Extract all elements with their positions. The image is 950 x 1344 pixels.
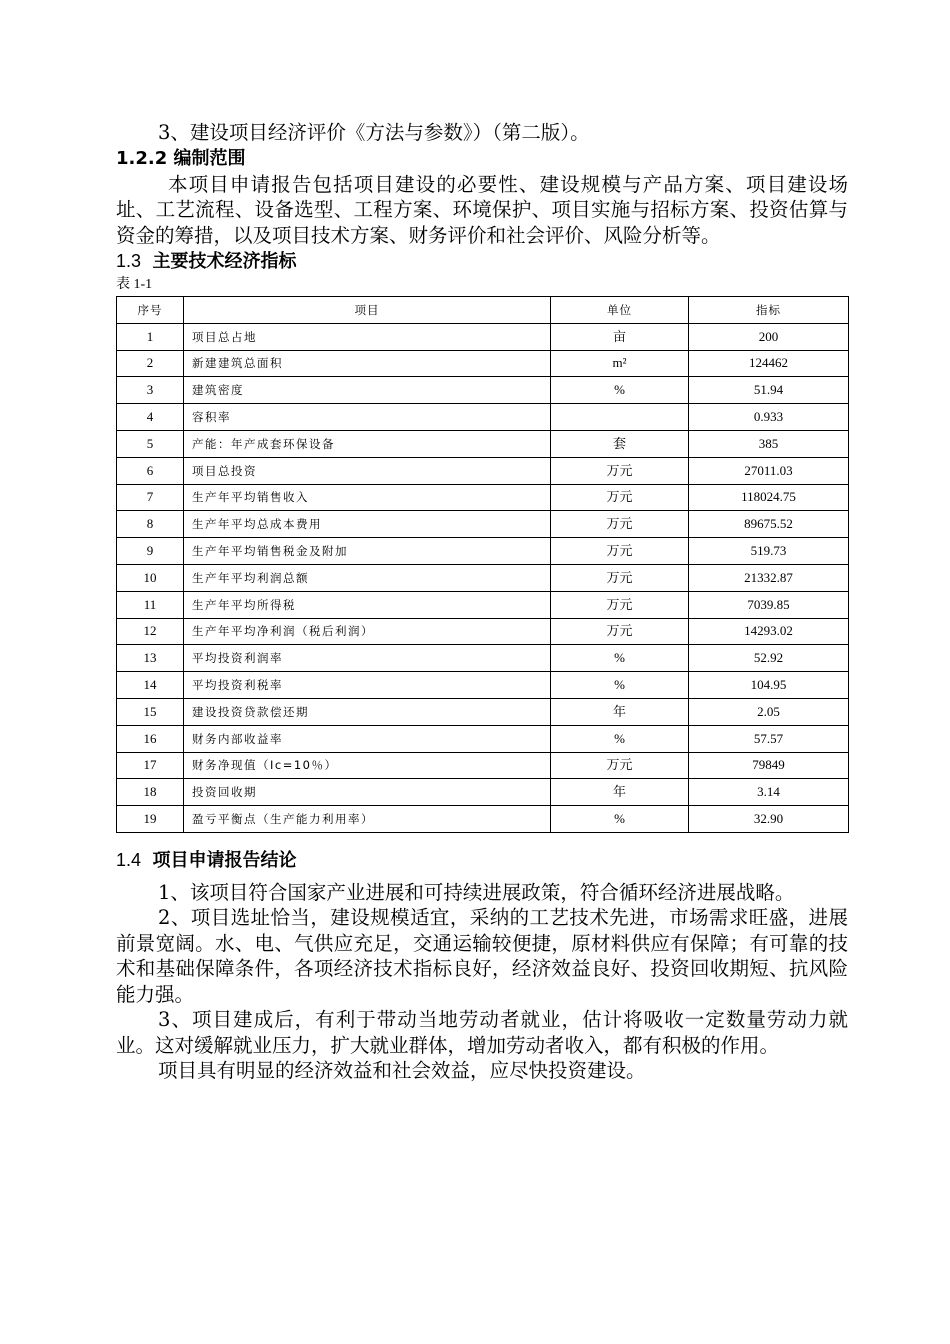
unit-cell: 万元 xyxy=(551,591,689,618)
value-cell: 385 xyxy=(689,430,849,457)
value-cell: 7039.85 xyxy=(689,591,849,618)
conclusion-paragraph: 2、项目选址恰当，建设规模适宜，采纳的工艺技术先进，市场需求旺盛，进展前景宽阔。水、电、气供应充足，交通运输较便捷，原材料供应有保障；有可靠的技术和基础保障条件，各项经济技术指标良好，经济效益良好、投资回收期短、抗风险能力强。 xyxy=(116,906,848,1006)
section-heading-1-4 xyxy=(116,847,848,874)
table-row xyxy=(117,779,849,806)
row-number-cell: 9 xyxy=(117,538,184,565)
unit-cell: 万元 xyxy=(551,538,689,565)
section-heading-1-3 xyxy=(116,248,848,275)
row-number-cell: 16 xyxy=(117,725,184,752)
table-row xyxy=(117,806,849,833)
unit-cell: % xyxy=(551,377,689,404)
value-cell: 89675.52 xyxy=(689,511,849,538)
row-number-cell: 14 xyxy=(117,672,184,699)
section-number: 1.3 xyxy=(116,251,142,271)
row-number-cell: 15 xyxy=(117,698,184,725)
row-number-cell: 10 xyxy=(117,564,184,591)
section-number: 1.4 xyxy=(116,849,142,870)
row-number-cell: 7 xyxy=(117,484,184,511)
unit-cell: % xyxy=(551,806,689,833)
item-name-cell: 建筑密度 xyxy=(184,377,551,404)
row-number-cell: 19 xyxy=(117,806,184,833)
row-number-cell: 2 xyxy=(117,350,184,377)
value-cell: 51.94 xyxy=(689,377,849,404)
row-number-cell: 13 xyxy=(117,645,184,672)
row-number-cell: 3 xyxy=(117,377,184,404)
table-row xyxy=(117,752,849,779)
unit-cell: 万元 xyxy=(551,511,689,538)
table-row xyxy=(117,350,849,377)
unit-cell: 年 xyxy=(551,698,689,725)
table-row xyxy=(117,377,849,404)
conclusion-paragraph: 3、项目建成后，有利于带动当地劳动者就业，估计将吸收一定数量劳动力就业。这对缓解就业压力，扩大就业群体，增加劳动者收入，都有积极的作用。 xyxy=(116,1008,848,1057)
value-cell: 2.05 xyxy=(689,698,849,725)
item-name-cell: 生产年平均销售收入 xyxy=(184,484,551,511)
row-number-cell: 17 xyxy=(117,752,184,779)
value-cell: 3.14 xyxy=(689,779,849,806)
item-name-cell: 生产年平均净利润（税后利润） xyxy=(184,618,551,645)
value-cell: 27011.03 xyxy=(689,457,849,484)
table-row xyxy=(117,511,849,538)
table-row xyxy=(117,725,849,752)
row-number-cell: 5 xyxy=(117,430,184,457)
conclusion-paragraph: 项目具有明显的经济效益和社会效益，应尽快投资建设。 xyxy=(158,1059,646,1083)
row-number-cell: 18 xyxy=(117,779,184,806)
reference-item: 3、建设项目经济评价《方法与参数》）（第二版）。 xyxy=(158,121,590,144)
item-name-cell: 项目总投资 xyxy=(184,457,551,484)
table-row xyxy=(117,404,849,431)
unit-cell: 万元 xyxy=(551,618,689,645)
row-number-cell: 4 xyxy=(117,404,184,431)
table-row xyxy=(117,430,849,457)
item-name-cell: 生产年平均销售税金及附加 xyxy=(184,538,551,565)
value-cell: 104.95 xyxy=(689,672,849,699)
table-row xyxy=(117,672,849,699)
unit-cell: 亩 xyxy=(551,323,689,350)
value-cell: 52.92 xyxy=(689,645,849,672)
item-name-cell: 生产年平均总成本费用 xyxy=(184,511,551,538)
row-number-cell: 6 xyxy=(117,457,184,484)
header-cell: 指标 xyxy=(689,297,849,324)
section-title: 项目申请报告结论 xyxy=(152,849,297,871)
value-cell: 32.90 xyxy=(689,806,849,833)
header-cell: 单位 xyxy=(551,297,689,324)
unit-cell: m² xyxy=(551,350,689,377)
row-number-cell: 8 xyxy=(117,511,184,538)
unit-cell: 万元 xyxy=(551,564,689,591)
document-page xyxy=(116,120,848,1084)
conclusion-paragraph: 1、该项目符合国家产业进展和可持续进展政策，符合循环经济进展战略。 xyxy=(158,880,795,904)
value-cell: 21332.87 xyxy=(689,564,849,591)
value-cell: 57.57 xyxy=(689,725,849,752)
unit-cell: 万元 xyxy=(551,457,689,484)
section-title: 主要技术经济指标 xyxy=(152,251,297,272)
unit-cell: 年 xyxy=(551,779,689,806)
scope-paragraph: 本项目申请报告包括项目建设的必要性、建设规模与产品方案、项目建设场址、工艺流程、设备选型、工程方案、环境保护、项目实施与招标方案、投资估算与资金的筹措，以及项目技术方案、财务评价和社会评价、风险分析等。 xyxy=(116,172,848,247)
row-number-cell: 1 xyxy=(117,323,184,350)
unit-cell: 套 xyxy=(551,430,689,457)
table-row xyxy=(117,698,849,725)
unit-cell: % xyxy=(551,672,689,699)
value-cell: 0.933 xyxy=(689,404,849,431)
header-cell: 项目 xyxy=(184,297,551,324)
item-name-cell: 平均投资利税率 xyxy=(184,672,551,699)
item-name-cell: 财务内部收益率 xyxy=(184,725,551,752)
item-name-cell: 生产年平均利润总额 xyxy=(184,564,551,591)
unit-cell xyxy=(551,404,689,431)
unit-cell: % xyxy=(551,645,689,672)
value-cell: 519.73 xyxy=(689,538,849,565)
item-name-cell: 新建建筑总面积 xyxy=(184,350,551,377)
table-row xyxy=(117,564,849,591)
item-name-cell: 投资回收期 xyxy=(184,779,551,806)
item-name-cell: 容积率 xyxy=(184,404,551,431)
section-heading-1-2-2: 1.2.2 编制范围 xyxy=(116,147,246,169)
value-cell: 124462 xyxy=(689,350,849,377)
table-row xyxy=(117,457,849,484)
item-name-cell: 产能：年产成套环保设备 xyxy=(184,430,551,457)
item-name-cell: 财务净现值（Ic=10％） xyxy=(184,752,551,779)
table-row xyxy=(117,645,849,672)
table-row xyxy=(117,538,849,565)
item-name-cell: 项目总占地 xyxy=(184,323,551,350)
item-name-cell: 盈亏平衡点（生产能力利用率） xyxy=(184,806,551,833)
table-row xyxy=(117,591,849,618)
row-number-cell: 11 xyxy=(117,591,184,618)
header-cell: 序号 xyxy=(117,297,184,324)
table-row xyxy=(117,484,849,511)
unit-cell: 万元 xyxy=(551,484,689,511)
unit-cell: % xyxy=(551,725,689,752)
table-header-row xyxy=(117,297,849,324)
unit-cell: 万元 xyxy=(551,752,689,779)
table-caption: 表 1-1 xyxy=(116,277,153,292)
indicators-table xyxy=(116,296,849,833)
row-number-cell: 12 xyxy=(117,618,184,645)
value-cell: 79849 xyxy=(689,752,849,779)
value-cell: 14293.02 xyxy=(689,618,849,645)
item-name-cell: 生产年平均所得税 xyxy=(184,591,551,618)
value-cell: 118024.75 xyxy=(689,484,849,511)
item-name-cell: 建设投资贷款偿还期 xyxy=(184,698,551,725)
item-name-cell: 平均投资利润率 xyxy=(184,645,551,672)
table-row xyxy=(117,618,849,645)
table-row xyxy=(117,323,849,350)
value-cell: 200 xyxy=(689,323,849,350)
